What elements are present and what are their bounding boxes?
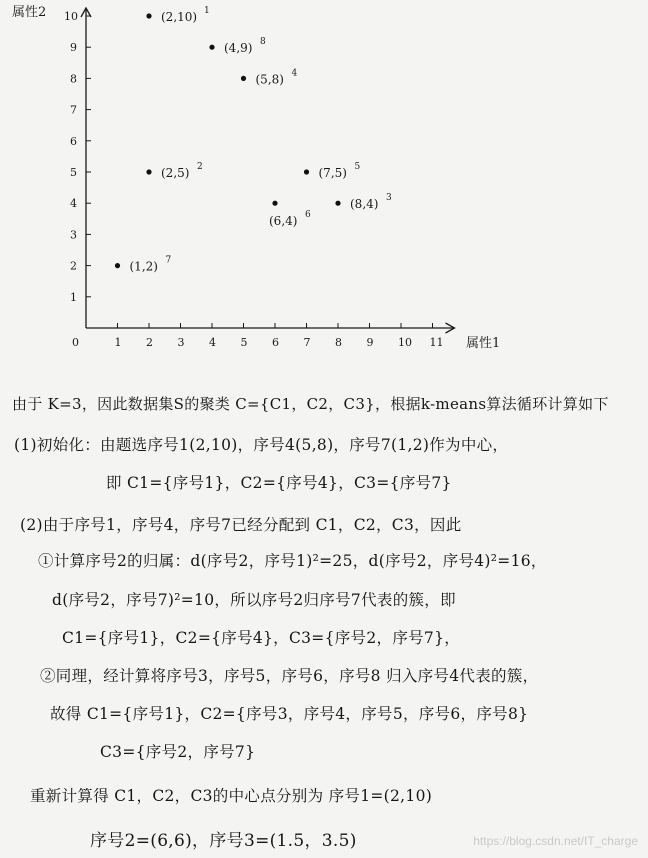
point-index: 7 [165,255,172,266]
data-point [146,13,151,18]
note-line-7: C1={序号1}，C2={序号4}，C3={序号2，序号7}， [62,629,461,647]
data-point [115,263,120,268]
note-line-6: d(序号2，序号7)²=10，所以序号2归序号7代表的簇，即 [52,591,456,609]
y-tick-label: 10 [64,10,78,23]
point-index: 8 [260,37,266,48]
note-line-3: 即 C1={序号1}，C2={序号4}，C3={序号7} [106,474,452,492]
y-tick-label: 9 [70,41,77,55]
y-tick-label: 3 [70,228,77,242]
y-tick-label: 7 [70,103,77,117]
plot-axes [81,8,455,333]
point-label: (7,5) [318,166,347,180]
note-line-1: 由于 K=3，因此数据集S的聚类 C={C1，C2，C3}，根据k-means算法循环计算如下 [12,395,609,413]
plot-points [115,6,392,274]
x-tick-label: 5 [240,336,248,349]
note-line-8: ②同理，经计算将序号3，序号5，序号6，序号8 归入序号4代表的簇， [40,667,539,685]
x-tick-label: 7 [303,336,311,349]
y-tick-label: 4 [70,197,77,211]
note-line-10: C3={序号2，序号7} [100,743,256,761]
x-tick-label: 11 [429,336,444,349]
y-axis-label: 属性2 [12,5,47,20]
y-tick-label: 8 [70,72,77,86]
note-line-5: ①计算序号2的归属：d(序号2，序号1)²=25，d(序号2，序号4)²=16， [38,552,547,570]
data-point [146,169,151,174]
note-line-9: 故得 C1={序号1}，C2={序号3，序号4，序号5，序号6，序号8} [50,705,529,723]
scatter-plot [0,0,648,360]
watermark: https://blog.csdn.net/IT_charge [473,834,638,848]
point-index: 4 [291,68,298,79]
point-label: (5,8) [255,72,284,87]
point-index: 5 [354,162,361,172]
note-line-2: (1)初始化：由题选序号1(2,10)，序号4(5,8)，序号7(1,2)作为中心， [14,436,509,454]
x-tick-label: 1 [114,336,122,349]
x-tick-label: 2 [146,336,153,349]
point-index: 3 [386,193,392,204]
data-point [241,76,246,81]
point-label: (6,4) [269,214,298,229]
x-tick-label: 0 [72,336,79,349]
x-axis-label: 属性1 [466,336,501,351]
x-tick-label: 9 [366,336,374,349]
data-point [272,201,277,206]
point-label: (8,4) [350,197,379,212]
point-label: (2,10) [161,10,198,24]
y-tick-label: 2 [70,259,77,273]
note-line-11: 重新计算得 C1，C2，C3的中心点分别为 序号1=(2,10) [30,787,433,805]
plot-ticks [64,10,444,349]
data-point [304,169,309,174]
data-point [335,201,340,206]
point-label: (4,9) [224,41,253,56]
y-tick-label: 6 [70,134,77,148]
y-tick-label: 5 [70,166,77,179]
point-index: 2 [197,162,203,172]
x-tick-label: 10 [398,336,412,349]
note-line-12: 序号2=(6,6)，序号3=(1.5，3.5) [90,831,357,851]
y-tick-label: 1 [70,290,77,304]
note-line-4: (2)由于序号1，序号4，序号7已经分配到 C1，C2，C3，因此 [20,516,462,534]
x-tick-label: 8 [335,336,342,349]
x-tick-label: 6 [272,336,279,349]
x-tick-label: 4 [209,336,216,349]
point-label: (2,5) [161,166,190,180]
point-label: (1,2) [129,259,158,274]
x-tick-label: 3 [177,336,185,349]
point-index: 1 [204,6,210,16]
point-index: 6 [305,210,311,221]
data-point [209,45,214,50]
